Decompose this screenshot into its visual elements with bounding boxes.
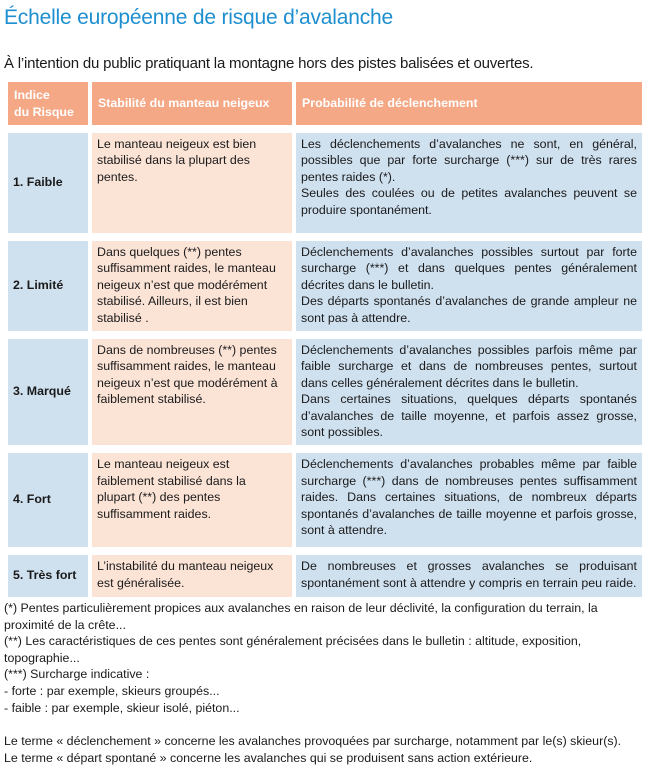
stability-cell: Dans quelques (**) pentes suffisamment raides, le manteau neigeux n’est que modérément stabilisé. Ailleurs, il est bien stabilisé . (92, 241, 292, 331)
table-row (8, 241, 642, 331)
probability-paragraph: Déclenchements d’avalanches possibles surtout par forte surcharge (***) et dans quelques pentes généralement décrites dans le bulletin. (301, 245, 637, 292)
probability-paragraph: Des départs spontanés d’avalanches de grande ampleur ne sont pas à attendre. (301, 294, 637, 325)
probability-paragraph: Déclenchements d’avalanches probables même par faible surcharge (***) dans de nombreuses pentes suffisamment raides. Dans certaines situations, de nombreux départs spontanés d’avalanches de taille moyenne et parfois grosse, sont à attendre. (301, 457, 637, 538)
footnote: - forte : par exemple, skieurs groupés... (4, 683, 220, 698)
header-indice-line2: du Risque (14, 104, 74, 119)
header-indice (8, 82, 88, 125)
header-probabilite: Probabilité de déclenchement (296, 82, 642, 125)
risk-level: 3. Marqué (8, 339, 88, 445)
probability-paragraph: Les déclenchements d’avalanches ne sont, en général, possibles que par forte surcharge (***) sur de très rares pentes raides (*). (301, 137, 637, 184)
footnotes (4, 600, 636, 716)
page-title: Échelle européenne de risque d’avalanche (4, 6, 393, 29)
footnote: - faible : par exemple, skieur isolé, piéton... (4, 700, 240, 715)
header-indice-line1: Indice (14, 87, 50, 102)
table-row (8, 133, 642, 233)
definitions (4, 733, 636, 766)
probability-paragraph: Déclenchements d’avalanches possibles parfois même par faible surcharge et dans de nombreuses pentes, surtout dans celles généralement décrites dans le bulletin. (301, 343, 637, 390)
probability-cell (296, 241, 642, 331)
definition: Le terme « départ spontané » concerne les avalanches qui se produisent sans action extérieure. (4, 750, 533, 765)
probability-paragraph: De nombreuses et grosses avalanches se produisant spontanément sont à attendre y compris en terrain peu raide. (301, 559, 637, 590)
probability-cell (296, 133, 642, 233)
footnote: (*) Pentes particulièrement propices aux avalanches en raison de leur déclivité, la configuration du terrain, la proximité de la crête... (4, 601, 598, 632)
footnote: (**) Les caractéristiques de ces pentes sont généralement précisées dans le bulletin : altitude, exposition, topographie... (4, 634, 582, 665)
risk-level: 2. Limité (8, 241, 88, 331)
probability-cell (296, 555, 642, 597)
definition: Le terme « déclenchement » concerne les avalanches provoquées par surcharge, notamment par le(s) skieur(s). (4, 734, 622, 748)
probability-paragraph: Dans certaines situations, quelques départs spontanés d’avalanches de taille moyenne, et parfois assez grosse, sont possibles. (301, 392, 637, 440)
avalanche-risk-table (4, 82, 646, 597)
risk-level: 1. Faible (8, 133, 88, 233)
probability-cell (296, 339, 642, 445)
probability-paragraph: Seules des coulées ou de petites avalanches peuvent se produire spontanément. (301, 186, 637, 217)
stability-cell: Le manteau neigeux est faiblement stabilisé dans la plupart (**) des pentes suffisamment raides. (92, 453, 292, 547)
table-header-row (8, 82, 642, 125)
probability-cell (296, 453, 642, 547)
table-row (8, 453, 642, 547)
risk-level: 5. Très fort (8, 555, 88, 597)
table-row (8, 555, 642, 597)
intro-text: À l’intention du public pratiquant la montagne hors des pistes balisées et ouvertes. (4, 55, 534, 72)
footnote: (***) Surcharge indicative : (4, 667, 150, 682)
table-row (8, 339, 642, 445)
stability-cell: Le manteau neigeux est bien stabilisé dans la plupart des pentes. (92, 133, 292, 233)
stability-cell: Dans de nombreuses (**) pentes suffisamment raides, le manteau neigeux n’est que modérément à faiblement stabilisé. (92, 339, 292, 445)
stability-cell: L’instabilité du manteau neigeux est généralisée. (92, 555, 292, 597)
header-stabilite: Stabilité du manteau neigeux (92, 82, 292, 125)
risk-level: 4. Fort (8, 453, 88, 547)
